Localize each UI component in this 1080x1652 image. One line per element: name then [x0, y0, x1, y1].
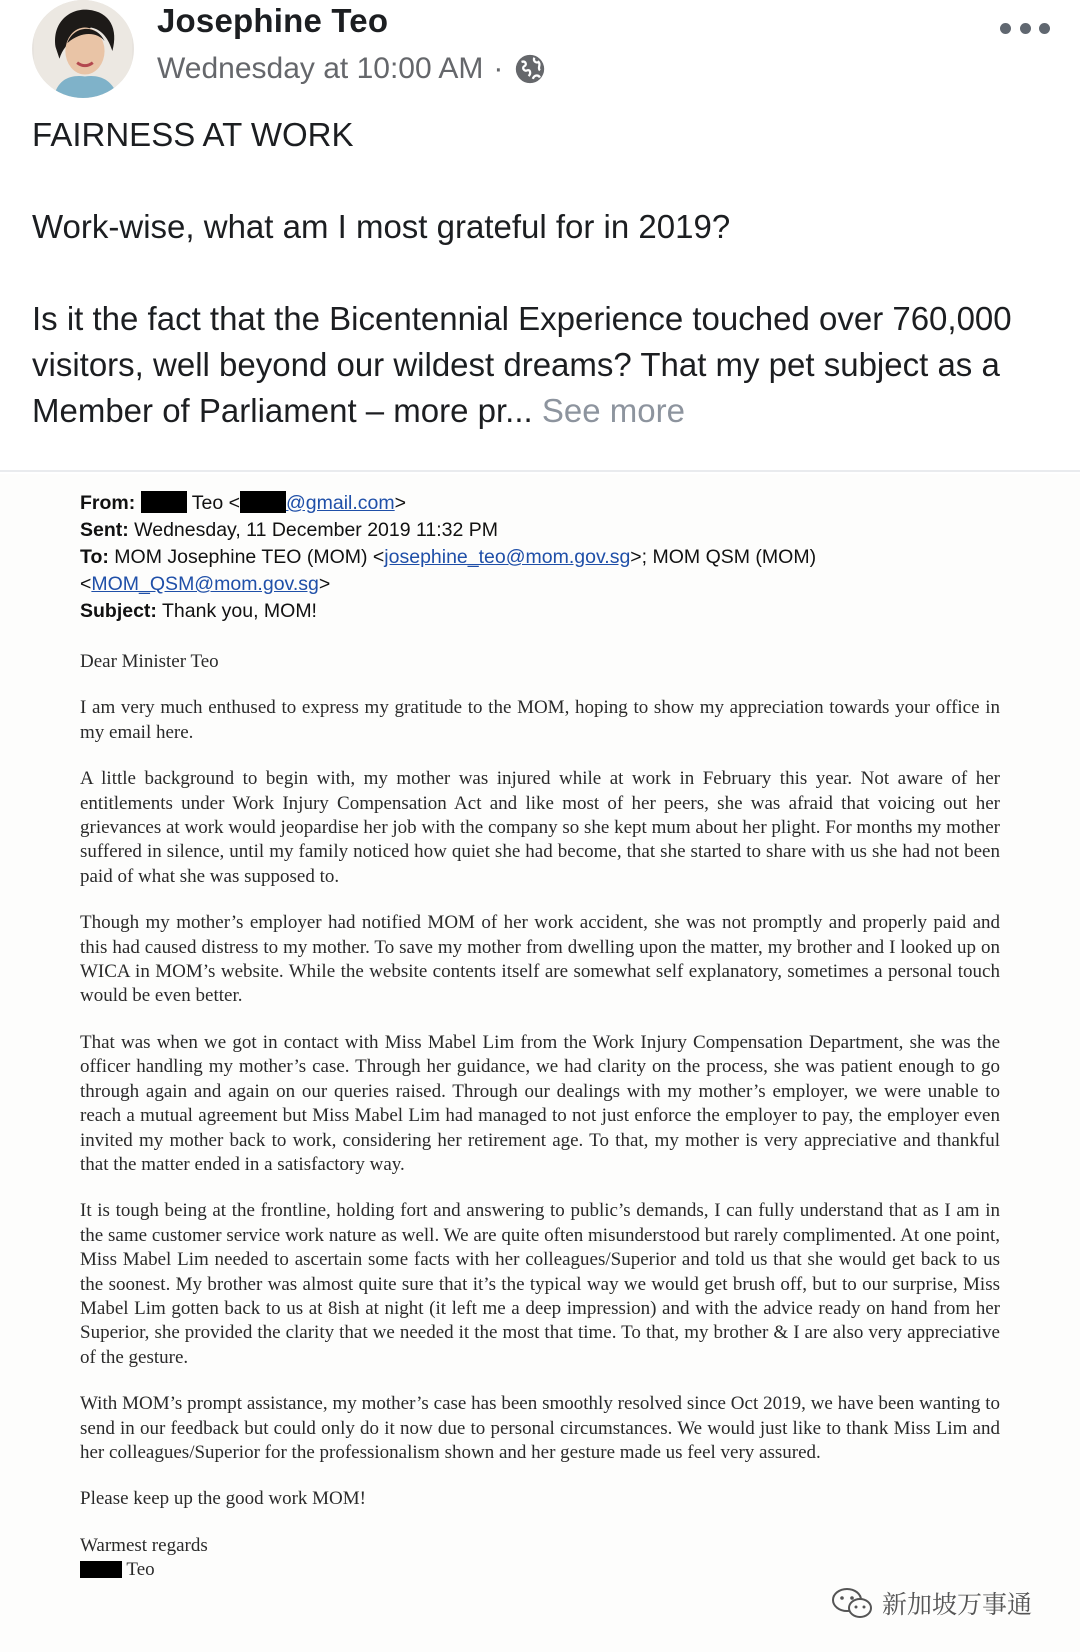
- watermark: [830, 1585, 1032, 1621]
- email-closing: Warmest regards: [80, 1534, 208, 1556]
- email-subject-line: [80, 598, 1000, 625]
- email-letter: [80, 490, 1000, 1578]
- email-paragraph: A little background to begin with, my mother was injured while at work in February this year. Not aware of her entitlements under Work Injury Compensation Act and like most of her peers, she was afraid that voicing out her grievances at work would jeopardise her job with the company so she kept mum about her plight. For months my mother suffered in silence, until my family noticed how quiet she had become, that she started to share with us she had not been paid of what she was supposed to.: [80, 768, 1000, 887]
- post-text: [32, 112, 1052, 434]
- to-label: To:: [80, 546, 109, 568]
- from-email-link[interactable]: @gmail.com: [286, 492, 395, 514]
- post-headline: FAIRNESS AT WORK: [32, 116, 354, 153]
- avatar-image: [32, 0, 134, 98]
- post-body-text: Is it the fact that the Bicentennial Experience touched over 760,000 visitors, well beyond our wildest dreams? That my pet subject as a Member of Parliament – more pr...: [32, 300, 1012, 429]
- divider: [0, 470, 1080, 472]
- post-header: [0, 0, 1080, 110]
- sent-value: Wednesday, 11 December 2019 11:32 PM: [134, 519, 499, 541]
- email-to-line: [80, 544, 1000, 571]
- email-paragraph: That was when we got in contact with Miss Mabel Lim from the Work Injury Compensation Department, she was the officer handling my mother’s case. Through her guidance, we had clarity on the process, she was patient enough to go through again and again on our queries raised. Through our dealings with my mother’s employer, we were unable to reach a mutual agreement but Miss Mabel Lim had managed to not just enforce the employer to pay, the employer even invited my mother back to work, considering her retirement age. To that, my mother is very appreciative and thankful that the matter ended in a satisfactory way.: [80, 1031, 1000, 1175]
- redaction-bar: [240, 491, 286, 513]
- meta-separator: ·: [493, 52, 504, 85]
- email-to-line-2: [80, 571, 1000, 598]
- from-name: Teo <: [191, 492, 240, 514]
- email-greeting: Dear Minister Teo: [80, 651, 219, 672]
- email-closing-request: Please keep up the good work MOM!: [80, 1488, 367, 1510]
- from-close: >: [394, 492, 407, 514]
- see-more-link[interactable]: See more: [541, 392, 685, 429]
- post-question: Work-wise, what am I most grateful for in 2019?: [32, 208, 731, 245]
- from-label: From:: [80, 492, 136, 514]
- post-meta: [157, 52, 547, 86]
- sent-label: Sent:: [80, 519, 129, 541]
- email-sent-line: [80, 517, 1000, 544]
- redaction-bar: [141, 491, 187, 513]
- email-signature-line: [80, 1558, 1000, 1578]
- email-paragraph: It is tough being at the frontline, holding fort and answering to public’s demands, I can fully understand that as I am in the same customer service work nature as well. We are quite often misunderstood but rarely complimented. At one point, Miss Mabel Lim needed to ascertain some facts with her colleagues/Superior and told us that she would get back to us the soonest. My brother was almost quite sure that it’s the typical way we would get brush off, but to our surprise, Miss Mabel Lim gotten back to us at 8ish at night (it left me a deep impression) and with the advice ready on hand from her Superior, she provided the clarity that we needed it the most that time. To that, my brother & I are also very appreciative of the gesture.: [80, 1200, 1000, 1368]
- globe-icon[interactable]: [513, 52, 547, 86]
- to-close-2: >: [318, 573, 331, 595]
- dot-icon: [1039, 23, 1050, 34]
- to-name-1: MOM Josephine TEO (MOM) <: [114, 546, 385, 568]
- to-separator: >; MOM QSM (MOM): [630, 546, 817, 568]
- wechat-icon: [830, 1586, 874, 1620]
- more-options-icon[interactable]: [1000, 18, 1050, 38]
- post-timestamp[interactable]: Wednesday at 10:00 AM: [157, 52, 484, 85]
- to-email-link-1[interactable]: josephine_teo@mom.gov.sg: [384, 546, 631, 568]
- subject-value: Thank you, MOM!: [162, 600, 317, 622]
- email-paragraph: With MOM’s prompt assistance, my mother’s case has been smoothly resolved since Oct 2019, we have been wanting to send in our feedback but could only do it now due to personal circumstances. We would just like to thank Miss Lim and her colleagues/Superior for the professionalism shown and her gesture made us feel very assured.: [80, 1393, 1000, 1463]
- email-from-line: [80, 490, 1000, 517]
- subject-label: Subject:: [80, 600, 157, 622]
- to-open-2: <: [80, 573, 92, 595]
- post-body: [32, 296, 1052, 434]
- email-signature: Teo: [126, 1559, 155, 1579]
- dot-icon: [1000, 23, 1011, 34]
- email-paragraph: I am very much enthused to express my gratitude to the MOM, hoping to show my appreciation towards your office in my email here.: [80, 697, 1000, 743]
- watermark-text: 新加坡万事通: [882, 1591, 1033, 1619]
- author-avatar[interactable]: [32, 0, 134, 98]
- redaction-bar: [80, 1561, 122, 1578]
- to-email-link-2[interactable]: MOM_QSM@mom.gov.sg: [91, 573, 319, 595]
- dot-icon: [1020, 23, 1031, 34]
- author-name[interactable]: Josephine Teo: [157, 2, 389, 39]
- email-paragraph: Though my mother’s employer had notified MOM of her work accident, she was not promptly and properly paid and this had caused distress to my mother. To save my mother from dwelling upon the matter, my brother and I looked up on WICA in MOM’s website. While the website contents itself are somewhat self explanatory, sometimes a personal touch would be even better.: [80, 912, 1000, 1007]
